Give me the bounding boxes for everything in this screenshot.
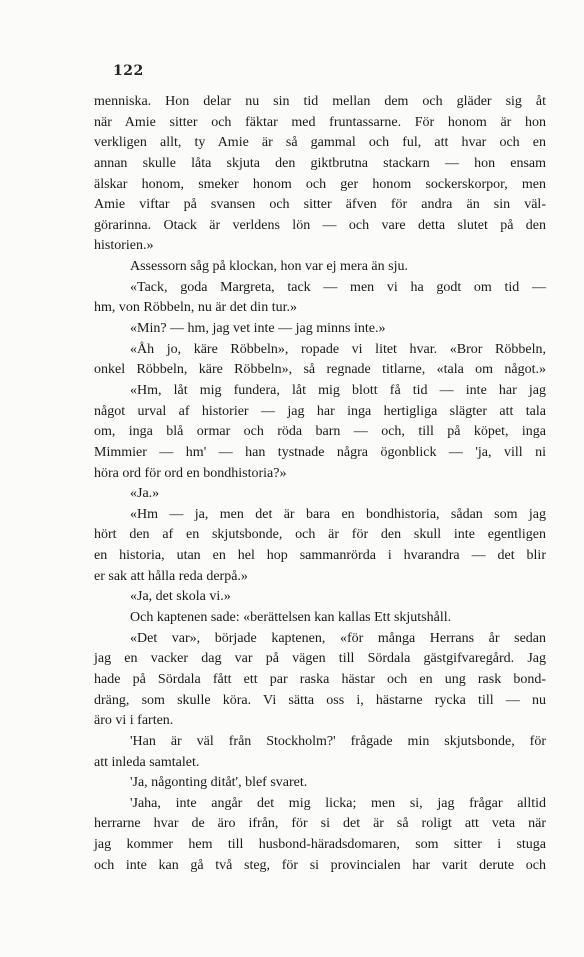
text-line: görarinna. Otack är verldens lön — och vare detta slutet på den xyxy=(94,217,546,233)
text-line: «Hm — ja, men det är bara en bondhistoria, sådan som jag xyxy=(130,506,546,522)
text-line: «Åh jo, käre Röbbeln», ropade vi litet hvar. «Bror Röbbeln, xyxy=(130,341,546,357)
text-line: hört den af en skjutsbonde, och är för den skull inte egentligen xyxy=(94,527,546,543)
text-line: Amie viftar på svansen och sitter äfven för andra än sin väl- xyxy=(94,197,546,213)
text-line: menniska. Hon delar nu sin tid mellan dem och gläder sig åt xyxy=(94,94,546,109)
text-line: dräng, som skulle köra. Vi sätta oss i, hästarne rycka till — nu xyxy=(94,692,546,708)
text-line: annan skulle låta skjuta den giktbrutna stackarn — hon ensam xyxy=(94,155,546,171)
text-line: Mimmier — hm' — han tystnade några ögonblick — 'ja, vill ni xyxy=(94,444,546,460)
text-line: älskar honom, smeker honom och ger honom sockerskorpor, men xyxy=(94,176,546,192)
text-line: Och kaptenen sade: «berättelsen kan kallas Ett skjutshåll. xyxy=(130,610,452,626)
text-line: «Tack, goda Margreta, tack — men vi ha godt om tid — xyxy=(130,279,546,295)
text-line: något urval af historier — jag har inga hertigliga slägter att tala xyxy=(94,403,546,419)
text-line: jag en vacker dag var på vägen till Sördala gästgifvaregård. Jag xyxy=(94,651,546,667)
text-line: 'Jaha, inte angår det mig licka; men si, jag frågar alltid xyxy=(130,795,546,811)
text-line: «Min? — hm, jag vet inte — jag minns inte.» xyxy=(130,321,386,337)
text-line: äro vi i farten. xyxy=(94,713,174,729)
text-line: herrarne hvar de äro ifrån, för si det är så roligt att veta när xyxy=(94,816,546,832)
text-line: «Hm, låt mig fundera, låt mig blott få tid — inte har jag xyxy=(130,382,546,398)
body-text xyxy=(94,92,546,876)
text-line: verkligen allt, ty Amie är så gammal och ful, att hvar och en xyxy=(94,135,546,151)
text-line: och inte kan gå två steg, för si provincialen har varit derute och xyxy=(94,857,546,873)
text-line: hm, von Röbbeln, nu är det din tur.» xyxy=(94,300,297,316)
text-line: Assessorn såg på klockan, hon var ej mera än sju. xyxy=(130,259,408,275)
text-line: om, inga blå ormar och röda barn — och, till på köpet, inga xyxy=(94,424,546,440)
text-line: er sak att hålla reda derpå.» xyxy=(94,568,248,584)
text-line: «Ja.» xyxy=(130,486,160,502)
text-line: «Det var», började kaptenen, «för många Herrans år sedan xyxy=(130,630,546,646)
text-line: «Ja, det skola vi.» xyxy=(130,589,231,605)
page-number: 122 xyxy=(113,63,144,79)
text-line: 'Ja, någonting ditåt', blef svaret. xyxy=(130,775,308,791)
text-line: när Amie sitter och fäktar med fruntassarne. För honom är hon xyxy=(94,114,546,130)
text-line: höra ord för ord en bondhistoria?» xyxy=(94,465,287,481)
text-line: jag kommer hem till husbond-häradsdomaren, som sitter i stuga xyxy=(94,837,546,853)
text-line: historien.» xyxy=(94,238,154,254)
text-line: hade på Sördala fått ett par raska hästar och en ung rask bond- xyxy=(94,671,546,687)
text-line: 'Han är väl från Stockholm?' frågade min skjutsbonde, för xyxy=(130,733,546,749)
text-line: en historia, utan en hel hop sammanrörda i hvarandra — det blir xyxy=(94,548,546,564)
text-line: onkel Röbbeln, käre Röbbeln», så regnade titlarne, «tala om något.» xyxy=(94,362,546,378)
text-line: att inleda samtalet. xyxy=(94,754,200,770)
